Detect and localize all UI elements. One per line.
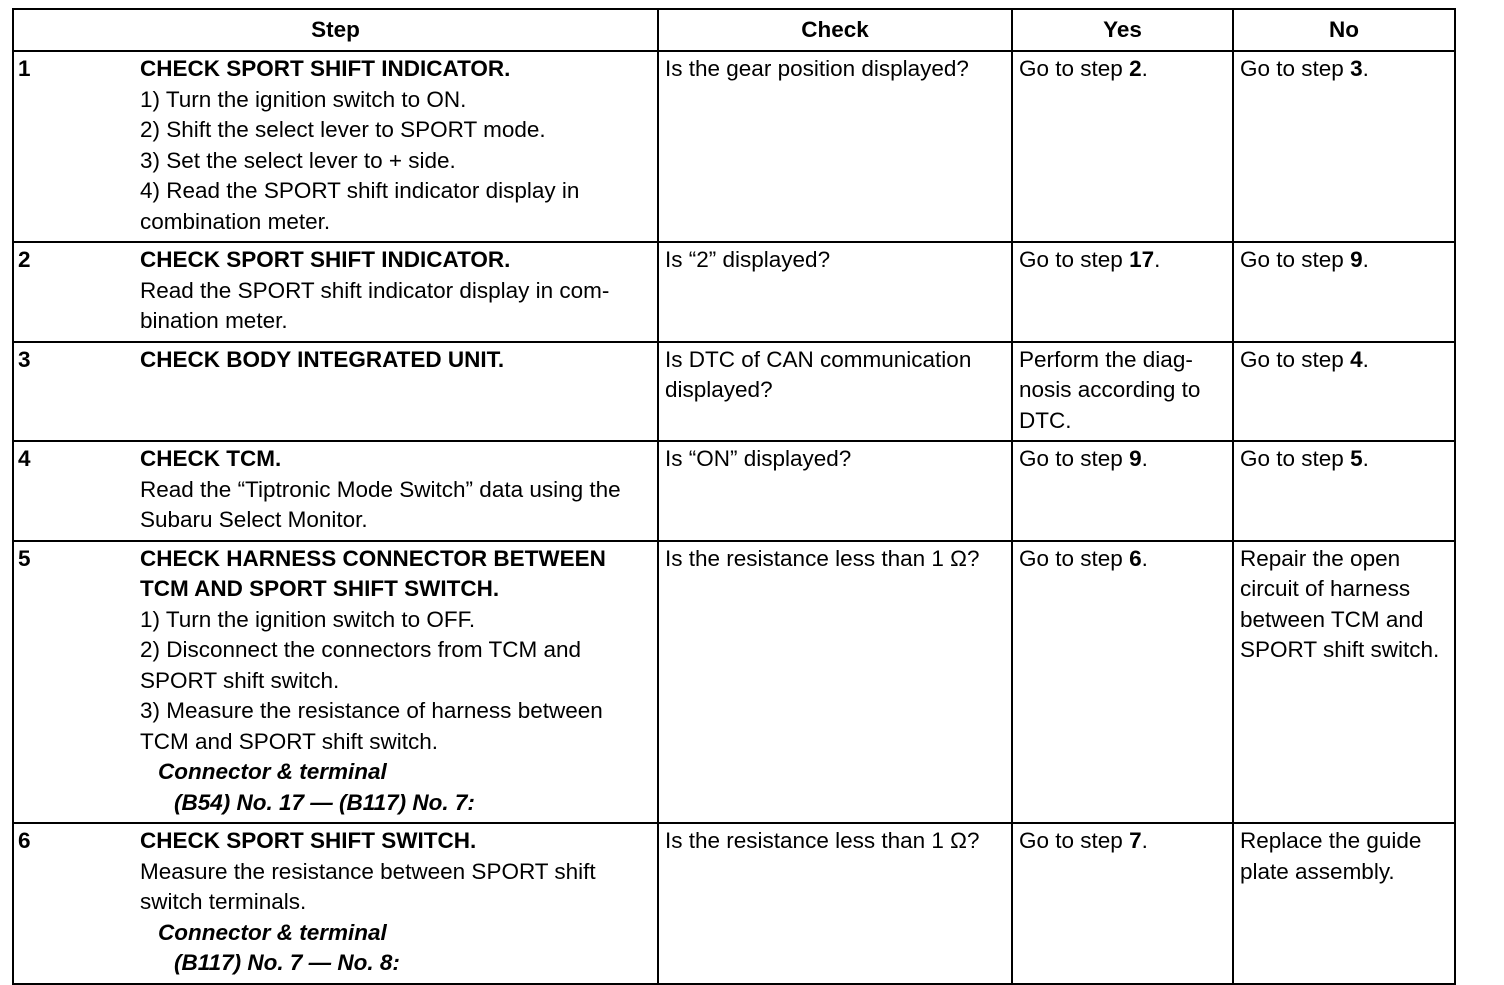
- connector-label: Connector & terminal: [158, 759, 387, 784]
- header-yes: Yes: [1012, 9, 1233, 51]
- yes-cell: [1012, 441, 1233, 541]
- yes-step-ref: 7: [1129, 828, 1142, 853]
- check-cell: Is the gear position displayed?: [658, 51, 1012, 242]
- yes-cell: [1012, 823, 1233, 984]
- step-number: 5: [18, 545, 31, 571]
- yes-step-ref: 2: [1129, 56, 1142, 81]
- table-row: [13, 541, 1455, 824]
- yes-text: Go to step: [1019, 545, 1130, 571]
- no-cell: [1233, 342, 1455, 442]
- header-no: No: [1233, 9, 1455, 51]
- step-instruction: Read the “Tiptronic Mode Switch” data using the Subaru Select Monitor.: [140, 476, 621, 532]
- yes-cell: Perform the diag-nosis according to DTC.: [1012, 342, 1233, 442]
- no-cell: Repair the open circuit of harness between TCM and SPORT shift switch.: [1233, 541, 1455, 824]
- header-step: Step: [13, 9, 658, 51]
- no-suffix: .: [1362, 247, 1369, 272]
- yes-text: Go to step: [1019, 56, 1130, 81]
- step-title: CHECK TCM.: [140, 446, 282, 471]
- no-step-ref: 5: [1350, 446, 1363, 471]
- connector-value: (B54) No. 17 — (B117) No. 7:: [174, 789, 475, 815]
- diagnosis-table: [12, 8, 1456, 985]
- no-cell: [1233, 242, 1455, 342]
- no-cell: [1233, 51, 1455, 242]
- no-suffix: .: [1362, 56, 1369, 81]
- step-title: CHECK SPORT SHIFT SWITCH.: [140, 828, 477, 853]
- no-text: Go to step: [1240, 346, 1351, 372]
- no-suffix: .: [1362, 346, 1369, 372]
- yes-cell: [1012, 541, 1233, 824]
- connector-value: (B117) No. 7 — No. 8:: [174, 950, 400, 975]
- step-cell: [13, 823, 658, 984]
- no-suffix: .: [1362, 446, 1369, 471]
- step-instruction: 1) Turn the ignition switch to OFF.: [140, 606, 476, 632]
- yes-step-ref: 17: [1129, 247, 1155, 272]
- step-cell: [13, 242, 658, 342]
- check-cell: Is the resistance less than 1 Ω?: [658, 541, 1012, 824]
- check-cell: Is “ON” displayed?: [658, 441, 1012, 541]
- yes-suffix: .: [1141, 545, 1148, 571]
- check-cell: Is the resistance less than 1 Ω?: [658, 823, 1012, 984]
- step-cell: [13, 541, 658, 824]
- step-instruction: 2) Shift the select lever to SPORT mode.: [140, 117, 546, 142]
- step-title: CHECK SPORT SHIFT INDICATOR.: [140, 247, 511, 272]
- step-instruction: Measure the resistance between SPORT shift switch terminals.: [140, 858, 596, 914]
- step-number: 3: [18, 346, 31, 372]
- table-row: [13, 823, 1455, 984]
- step-instruction: 3) Set the select lever to + side.: [140, 147, 456, 173]
- yes-step-ref: 6: [1129, 545, 1142, 571]
- yes-suffix: .: [1154, 247, 1161, 272]
- no-cell: [1233, 441, 1455, 541]
- step-number: 4: [18, 446, 31, 471]
- connector-label: Connector & terminal: [158, 919, 387, 945]
- check-cell: Is DTC of CAN communication displayed?: [658, 342, 1012, 442]
- step-instruction: Read the SPORT shift indicator display in com-bination meter.: [140, 277, 610, 333]
- step-cell: [13, 342, 658, 442]
- yes-text: Go to step: [1019, 247, 1130, 272]
- yes-suffix: .: [1141, 56, 1148, 81]
- step-title: CHECK HARNESS CONNECTOR BETWEEN TCM AND SPORT SHIFT SWITCH.: [140, 545, 606, 601]
- header-row: [13, 9, 1455, 51]
- no-text: Go to step: [1240, 56, 1351, 81]
- no-text: Go to step: [1240, 247, 1351, 272]
- table-row: [13, 242, 1455, 342]
- header-check: Check: [658, 9, 1012, 51]
- step-instruction: 3) Measure the resistance of harness between TCM and SPORT shift switch.: [140, 698, 603, 754]
- step-number: 1: [18, 56, 31, 81]
- step-number: 2: [18, 247, 31, 272]
- no-cell: Replace the guide plate assembly.: [1233, 823, 1455, 984]
- yes-suffix: .: [1141, 446, 1148, 471]
- no-step-ref: 9: [1350, 247, 1363, 272]
- check-cell: Is “2” displayed?: [658, 242, 1012, 342]
- step-title: CHECK BODY INTEGRATED UNIT.: [140, 346, 505, 372]
- step-instruction: 4) Read the SPORT shift indicator display in combination meter.: [140, 178, 580, 234]
- yes-text: Go to step: [1019, 828, 1130, 853]
- yes-cell: [1012, 242, 1233, 342]
- no-text: Go to step: [1240, 446, 1351, 471]
- no-step-ref: 4: [1350, 346, 1363, 372]
- step-cell: [13, 51, 658, 242]
- yes-step-ref: 9: [1129, 446, 1142, 471]
- table-row: [13, 51, 1455, 242]
- step-instruction: 2) Disconnect the connectors from TCM and SPORT shift switch.: [140, 637, 582, 693]
- step-number: 6: [18, 828, 31, 853]
- step-title: CHECK SPORT SHIFT INDICATOR.: [140, 56, 511, 81]
- step-cell: [13, 441, 658, 541]
- table-row: [13, 441, 1455, 541]
- yes-suffix: .: [1141, 828, 1148, 853]
- yes-cell: [1012, 51, 1233, 242]
- table-row: [13, 342, 1455, 442]
- step-instruction: 1) Turn the ignition switch to ON.: [140, 86, 467, 112]
- no-step-ref: 3: [1350, 56, 1363, 81]
- yes-text: Go to step: [1019, 446, 1130, 471]
